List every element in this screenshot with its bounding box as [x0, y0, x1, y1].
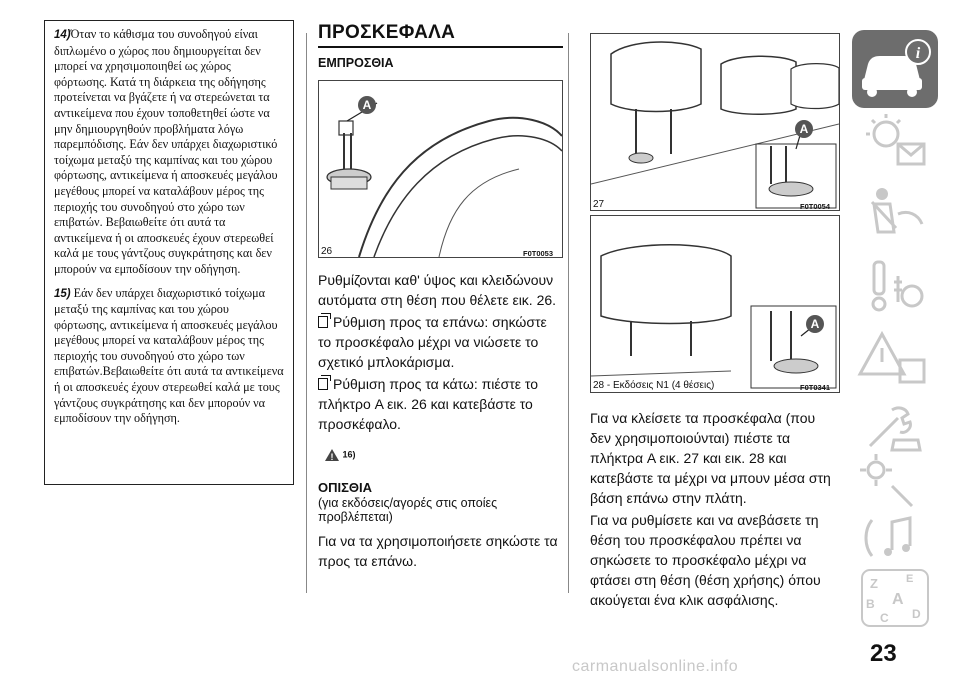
- warning-reference: [324, 448, 356, 462]
- figure-27: [590, 33, 840, 211]
- svg-text:C: C: [880, 611, 889, 625]
- car-info-icon: [852, 30, 938, 108]
- warning-triangle-icon: [324, 448, 340, 462]
- svg-text:!: !: [330, 452, 334, 462]
- note-14-number: 14): [54, 29, 71, 41]
- column-divider-right: [568, 33, 569, 593]
- fig27-label-a: A: [799, 122, 809, 136]
- svg-text:D: D: [912, 607, 921, 621]
- rear-headrests-illustration: [591, 34, 839, 210]
- safety-notes-box: [44, 20, 294, 485]
- svg-text:E: E: [906, 573, 914, 585]
- fig27-code: F0T0054: [800, 202, 831, 211]
- intro-paragraph: Ρυθμίζονται καθ' ύψος και κλειδώνουν αυτόματα στη θέση που θέλετε εικ. 26.: [318, 272, 557, 308]
- figure-26: [318, 80, 563, 258]
- note-15-text: Εάν δεν υπάρχει διαχωριστικό τοίχωμα μεταξύ της καμπίνας και του χώρου φόρτωσης, αντικείμενα ή αποσκευές μεγάλου μεγέθους μπορεί να καταλάβουν μέρος της περιοχής του συνοδηγού στο χώρο των επιβατών.Βεβαιωθείτε ότι αυτά τα αντικείμενα ή οι αποσκευές έχουν στερεωθεί καλά με τους γάντζους συγκράτησης και δεν μπορούν να εμποδίσουν την οδήγηση.: [54, 285, 284, 426]
- raise-paragraph: Για να ρυθμίσετε και να ανεβάσετε τη θέση του προσκέφαλου πρέπει να σηκώσετε το προσκέφαλο μέχρι να φτάσει στη θέση (θέση χρήσης) όπου ακούγεται ένα κλικ ασφάλισης.: [590, 512, 821, 608]
- dashboard-lights-icon: [852, 108, 938, 178]
- sidebar-car-info[interactable]: [852, 30, 938, 108]
- sidebar-starting[interactable]: [852, 252, 938, 330]
- figure-28: [590, 215, 840, 393]
- sidebar-dashboard-lights[interactable]: [852, 108, 938, 186]
- close-paragraph: Για να κλείσετε τα προσκέφαλα (που δεν χρησιμοποιούνται) πιέστε τα πλήκτρα A εικ. 27 και εικ. 28 και κατεβάστε τα μέχρι να μπουν μέσα στη βάση επάνω στην πλάτη.: [590, 410, 831, 506]
- sidebar-index[interactable]: [852, 564, 938, 634]
- note-14: [54, 27, 284, 278]
- note-14-text: Όταν το κάθισμα του συνοδηγού είναι διπλωμένο ο χώρος που δημιουργείται δεν μπορεί να χρησιμοποιηθεί ως χώρος φόρτωσης. Κατά τη διάρκεια της οδήγησης προτείνεται να βγάζετε ή να στερεώνεται τα αντικείμενα που έχουν τοποθετηθεί ώστε να μην δημιουργηθούν προβλήματα λόγω παρεμπόδισης. Εάν δεν υπάρχει διαχωριστικό τοίχωμα μεταξύ της καμπίνας και του χώρου φόρτωσης, αντικείμενα ή αποσκευές μεγάλου μεγέθους μπορεί να καταλάβουν μέρος της περιοχής του συνοδηγού στο χώρο των επιβατών. Βεβαιωθείτε ότι αυτά τα αντικείμενα ή οι αποσκευές έχουν στερεωθεί καλά με τους γάντζους συγκράτησης και δεν μπορούν να εμποδίσουν την οδήγηση.: [54, 27, 278, 276]
- fig28-label-a: A: [810, 317, 820, 331]
- warning-triangle-icon: [852, 324, 938, 394]
- warning-ref-text: 16): [342, 449, 356, 460]
- front-subtitle: ΕΜΠΡΟΣΘΙΑ: [318, 56, 394, 70]
- bullet-raise: [318, 312, 563, 372]
- fig28-code: F0T0341: [800, 383, 831, 392]
- bullet-lower-text: Ρύθμιση προς τα κάτω: πιέστε το πλήκτρο A εικ. 26 και κατεβάστε το προσκέφαλο.: [318, 376, 539, 432]
- svg-text:i: i: [915, 45, 921, 62]
- fig28-caption: 28 - Εκδόσεις N1 (4 θέσεις): [593, 380, 715, 391]
- fig26-label-a: A: [362, 98, 372, 112]
- key-start-icon: [852, 252, 938, 322]
- rear-close-instructions: [590, 408, 840, 612]
- technical-data-icon: [852, 446, 938, 516]
- checkbox-bullet-icon: [318, 378, 328, 390]
- index-az-icon: [852, 564, 938, 634]
- fig26-number: 26: [321, 246, 333, 257]
- n1-headrests-illustration: [591, 216, 839, 392]
- bullet-lower: [318, 374, 563, 434]
- rear-title: ΟΠΙΣΘΙΑ: [318, 480, 373, 495]
- page-number: 23: [870, 640, 897, 667]
- watermark: carmanualsonline.info: [572, 658, 739, 675]
- svg-text:B: B: [866, 597, 875, 611]
- rear-subtitle: (για εκδόσεις/αγορές στις οποίες προβλέπεται): [318, 496, 498, 524]
- bullet-raise-text: Ρύθμιση προς τα επάνω: σηκώστε το προσκέφαλο μέχρι να νιώσετε το σχετικό μπλοκάρισμα.: [318, 314, 547, 370]
- svg-text:A: A: [892, 591, 904, 608]
- fig27-number: 27: [593, 199, 605, 210]
- multimedia-icon: [852, 510, 938, 570]
- sidebar-safety[interactable]: [852, 180, 938, 258]
- note-15: [54, 286, 284, 427]
- section-header: [318, 22, 563, 44]
- checkbox-bullet-icon: [318, 316, 328, 328]
- fig26-code: F0T0053: [523, 249, 554, 258]
- seatbelt-safety-icon: [852, 180, 938, 250]
- title-divider: [318, 46, 563, 48]
- note-15-number: 15): [54, 287, 71, 300]
- column-divider-left: [306, 33, 307, 593]
- front-headrest-illustration: [319, 81, 562, 257]
- sidebar-emergency[interactable]: [852, 324, 938, 402]
- svg-text:Z: Z: [870, 576, 878, 591]
- page-title: ΠΡΟΣΚΕΦΑΛΑ: [318, 22, 456, 43]
- rear-instructions: Για να τα χρησιμοποιήσετε σηκώστε τα προς τα επάνω.: [318, 533, 558, 569]
- front-instructions: [318, 270, 563, 436]
